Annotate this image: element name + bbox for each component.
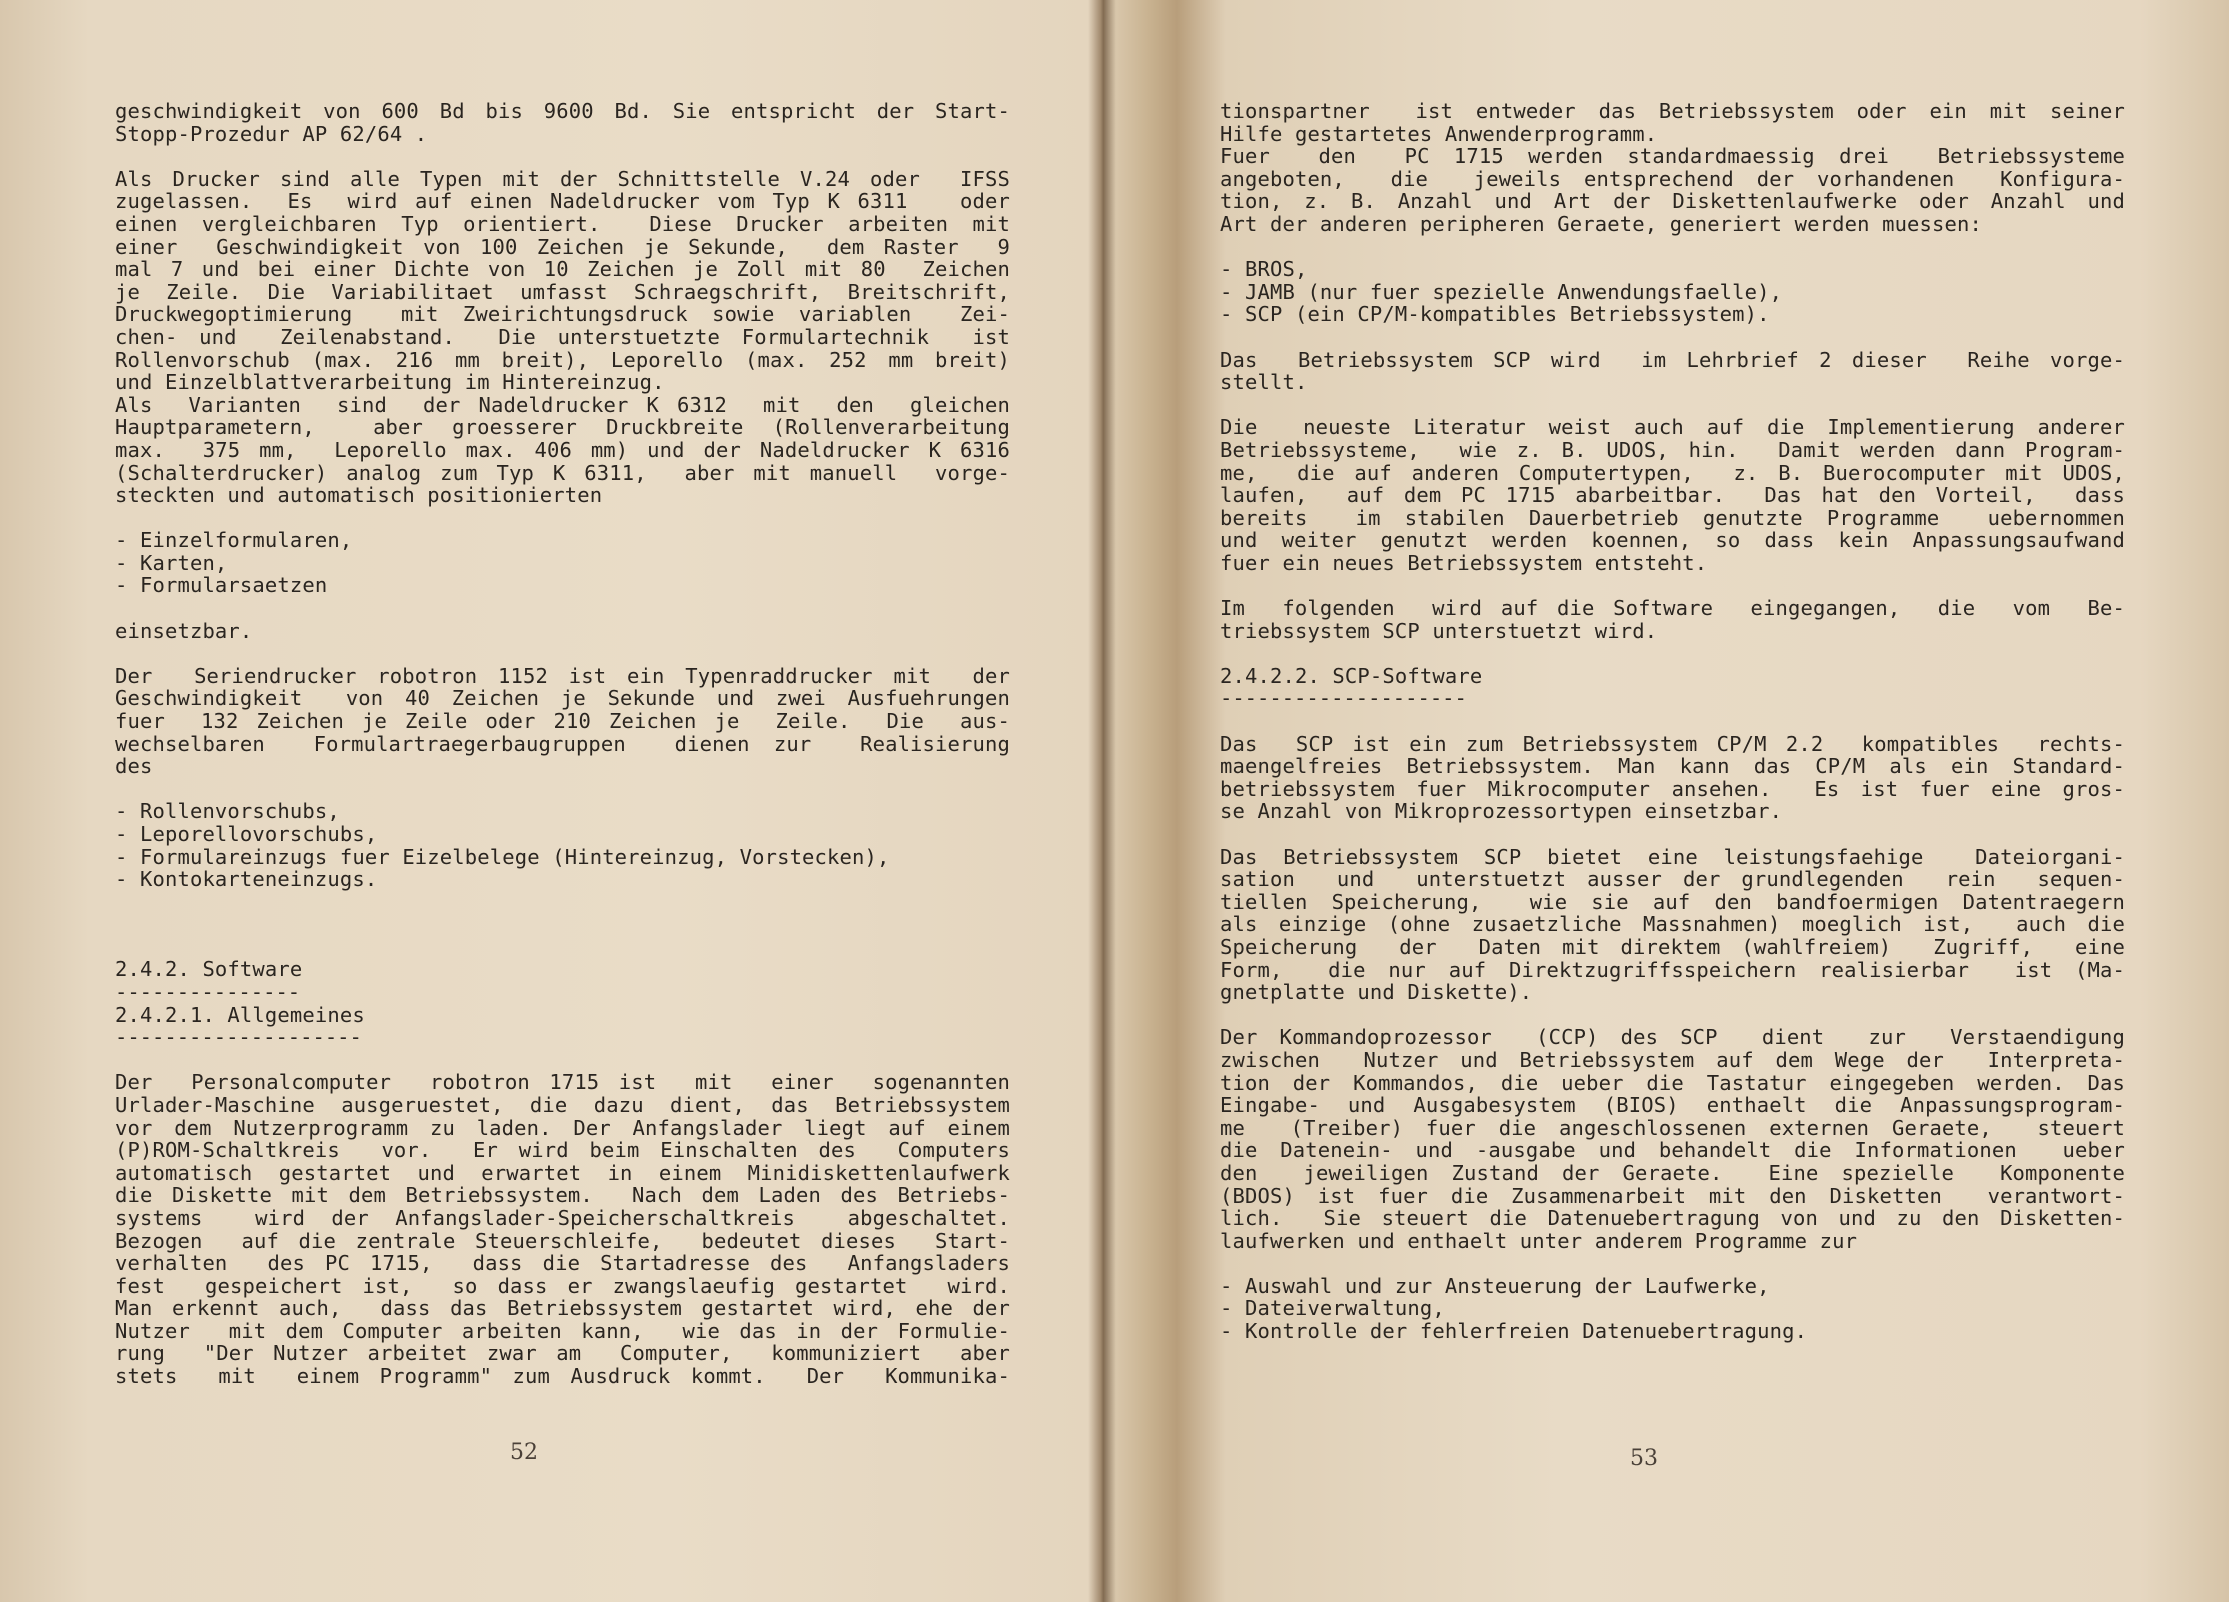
text-line: se Anzahl von Mikroprozessortypen einsetzbar. <box>1220 799 1783 824</box>
text-line: zugelassen. Es wird auf einen Nadeldrucker vom Typ K 6311 oder <box>115 189 1010 214</box>
text-line: (P)ROM-Schaltkreis vor. Er wird beim Einschalten des Computers <box>115 1138 1010 1163</box>
text-line: zwischen Nutzer und Betriebssystem auf dem Wege der Interpreta- <box>1220 1047 2125 1072</box>
blank-line <box>115 1049 1010 1072</box>
text-line: laufen, auf dem PC 1715 abarbeitbar. Das hat den Vorteil, dass <box>1220 483 2125 508</box>
blank-line <box>115 597 1010 620</box>
text-line: Hauptparametern, aber groesserer Druckbreite (Rollenverarbeitung <box>115 415 1010 440</box>
text-line: Das SCP ist ein zum Betriebssystem CP/M 2.2 kompatibles rechts- <box>1220 731 2125 756</box>
text-line: tion, z. B. Anzahl und Art der Diskettenlaufwerke oder Anzahl und <box>1220 189 2125 214</box>
text-line: Geschwindigkeit von 40 Zeichen je Sekunde und zwei Ausfuehrungen <box>115 686 1010 711</box>
text-line: - Formularsaetzen <box>115 573 328 598</box>
text-line: gnetplatte und Diskette). <box>1220 980 1533 1005</box>
heading-underline: --------------- <box>115 979 301 1004</box>
text-line: Das Betriebssystem SCP bietet eine leistungsfaehige Dateiorgani- <box>1220 844 2125 869</box>
text-line: fuer ein neues Betriebssystem entsteht. <box>1220 550 1708 575</box>
heading-underline: -------------------- <box>1220 686 1467 711</box>
text-line: und Einzelblattverarbeitung im Hintereinzug. <box>115 370 665 395</box>
text-line: maengelfreies Betriebssystem. Man kann das CP/M als ein Standard- <box>1220 754 2125 779</box>
text-line: Stopp-Prozedur AP 62/64 . <box>115 121 428 146</box>
section-heading: 2.4.2. Software <box>115 957 303 982</box>
right-page <box>1116 0 2229 1602</box>
blank-line <box>115 145 1010 168</box>
blank-line <box>1220 236 2125 259</box>
blank-line <box>1220 1252 2125 1275</box>
text-line: laufwerken und enthaelt unter anderem Programme zur <box>1220 1228 1858 1253</box>
text-line: wechselbaren Formulartraegerbaugruppen dienen zur Realisierung <box>115 731 1010 756</box>
text-line: Urlader-Maschine ausgeruestet, die dazu dient, das Betriebssystem <box>115 1092 1010 1117</box>
text-line: - Rollenvorschubs, <box>115 799 340 824</box>
text-line: betriebssystem fuer Mikrocomputer ansehen. Es ist fuer eine gros- <box>1220 776 2125 801</box>
text-line: Rollenvorschub (max. 216 mm breit), Leporello (max. 252 mm breit) <box>115 347 1010 372</box>
text-line: steckten und automatisch positionierten <box>115 483 603 508</box>
text-line: - Einzelformularen, <box>115 528 353 553</box>
text-line: Man erkennt auch, dass das Betriebssystem gestartet wird, ehe der <box>115 1296 1010 1321</box>
text-line: einsetzbar. <box>115 618 253 643</box>
text-line: triebssystem SCP unterstuetzt wird. <box>1220 618 1658 643</box>
heading-underline: -------------------- <box>115 1025 362 1050</box>
blank-line <box>115 891 1010 936</box>
text-line: geschwindigkeit von 600 Bd bis 9600 Bd. Sie entspricht der Start- <box>115 99 1010 123</box>
text-line: tionspartner ist entweder das Betriebssystem oder ein mit seiner <box>1220 99 2125 123</box>
text-line: Eingabe- und Ausgabesystem (BIOS) enthaelt die Anpassungsprogram- <box>1220 1093 2125 1118</box>
text-line: des <box>115 754 153 779</box>
text-line: automatisch gestartet und erwartet in einem Minidiskettenlaufwerk <box>115 1160 1010 1185</box>
text-line: mal 7 und bei einer Dichte von 10 Zeichen je Zoll mit 80 Zeichen <box>115 257 1010 282</box>
text-line: bereits im stabilen Dauerbetrieb genutzte Programme uebernommen <box>1220 505 2125 530</box>
text-line: Nutzer mit dem Computer arbeiten kann, wie das in der Formulie- <box>115 1318 1010 1343</box>
blank-line <box>1220 574 2125 597</box>
text-line: Form, die nur auf Direktzugriffsspeichern realisierbar ist (Ma- <box>1220 957 2125 982</box>
text-line: sation und unterstuetzt ausser der grundlegenden rein sequen- <box>1220 867 2125 892</box>
text-line: - Karten, <box>115 550 228 575</box>
left-page-text <box>115 100 1010 1388</box>
text-line: tion der Kommandos, die ueber die Tastatur eingegeben werden. Das <box>1220 1070 2125 1095</box>
text-line: - Kontokarteneinzugs. <box>115 867 378 892</box>
text-line: vor dem Nutzerprogramm zu laden. Der Anfangslader liegt auf einem <box>115 1115 1010 1140</box>
text-line: Das Betriebssystem SCP wird im Lehrbrief 2 dieser Reihe vorge- <box>1220 347 2125 372</box>
text-line: Im folgenden wird auf die Software eingegangen, die vom Be- <box>1220 596 2125 621</box>
text-line: je Zeile. Die Variabilitaet umfasst Schraegschrift, Breitschrift, <box>115 279 1010 304</box>
text-line: max. 375 mm, Leporello max. 406 mm) und der Nadeldrucker K 6316 <box>115 437 1010 462</box>
text-line: Als Varianten sind der Nadeldrucker K 6312 mit den gleichen <box>115 392 1010 417</box>
blank-line <box>115 642 1010 665</box>
text-line: me, die auf anderen Computertypen, z. B. Buerocomputer mit UDOS, <box>1220 460 2125 485</box>
text-line: tiellen Speicherung, wie sie auf den bandfoermigen Datentraegern <box>1220 889 2125 914</box>
text-line: (Schalterdrucker) analog zum Typ K 6311, aber mit manuell vorge- <box>115 460 1010 485</box>
text-line: Die neueste Literatur weist auch auf die Implementierung anderer <box>1220 415 2125 440</box>
text-line: Der Seriendrucker robotron 1152 ist ein Typenraddrucker mit der <box>115 663 1010 688</box>
blank-line <box>1220 823 2125 846</box>
blank-line <box>1220 326 2125 349</box>
text-line: - Leporellovorschubs, <box>115 822 378 846</box>
text-line: Speicherung der Daten mit direktem (wahlfreiem) Zugriff, eine <box>1220 934 2125 959</box>
left-page <box>0 0 1100 1602</box>
text-line: - SCP (ein CP/M-kompatibles Betriebssystem). <box>1220 302 1770 327</box>
text-line: chen- und Zeilenabstand. Die unterstuetzte Formulartechnik ist <box>115 324 1010 349</box>
text-line: fest gespeichert ist, so dass er zwangslaeufig gestartet wird. <box>115 1273 1010 1298</box>
text-line: als einzige (ohne zusaetzliche Massnahmen) moeglich ist, auch die <box>1220 912 2125 937</box>
text-line: Hilfe gestartetes Anwenderprogramm. <box>1220 121 1658 146</box>
section-heading: 2.4.2.2. SCP-Software <box>1220 663 1483 688</box>
text-line: rung "Der Nutzer arbeitet zwar am Computer, kommuniziert aber <box>115 1341 1010 1366</box>
section-heading: 2.4.2.1. Allgemeines <box>115 1002 365 1027</box>
text-line: Der Kommandoprozessor (CCP) des SCP dient zur Verstaendigung <box>1220 1025 2125 1050</box>
blank-line <box>1220 1004 2125 1027</box>
blank-line <box>1220 710 2125 733</box>
text-line: stellt. <box>1220 370 1308 395</box>
text-line: Als Drucker sind alle Typen mit der Schnittstelle V.24 oder IFSS <box>115 166 1010 191</box>
text-line: systems wird der Anfangslader-Speicherschaltkreis abgeschaltet. <box>115 1205 1010 1230</box>
text-line: - Dateiverwaltung, <box>1220 1296 1445 1321</box>
text-line: Betriebssysteme, wie z. B. UDOS, hin. Damit werden dann Program- <box>1220 437 2125 462</box>
text-line: - BROS, <box>1220 257 1308 282</box>
text-line: einer Geschwindigkeit von 100 Zeichen je Sekunde, dem Raster 9 <box>115 234 1010 259</box>
text-line: angeboten, die jeweils entsprechend der vorhandenen Konfigura- <box>1220 166 2125 191</box>
text-line: - Formulareinzugs fuer Eizelbelege (Hintereinzug, Vorstecken), <box>115 844 890 869</box>
blank-line <box>1220 642 2125 665</box>
text-line: - Kontrolle der fehlerfreien Datenuebertragung. <box>1220 1319 1808 1344</box>
text-line: Fuer den PC 1715 werden standardmaessig drei Betriebssysteme <box>1220 144 2125 169</box>
text-line: die Diskette mit dem Betriebssystem. Nach dem Laden des Betriebs- <box>115 1183 1010 1208</box>
text-line: und weiter genutzt werden koennen, so dass kein Anpassungsaufwand <box>1220 528 2125 553</box>
blank-line <box>115 778 1010 801</box>
text-line: fuer 132 Zeichen je Zeile oder 210 Zeichen je Zeile. Die aus- <box>115 709 1010 734</box>
blank-line <box>115 936 1010 959</box>
text-line: Art der anderen peripheren Geraete, generiert werden muessen: <box>1220 211 1983 236</box>
text-line: lich. Sie steuert die Datenuebertragung von und zu den Disketten- <box>1220 1206 2125 1231</box>
text-line: Bezogen auf die zentrale Steuerschleife, bedeutet dieses Start- <box>115 1228 1010 1253</box>
text-line: Der Personalcomputer robotron 1715 ist mit einer sogenannten <box>115 1070 1010 1095</box>
text-line: die Datenein- und -ausgabe und behandelt die Informationen ueber <box>1220 1138 2125 1163</box>
text-line: (BDOS) ist fuer die Zusammenarbeit mit den Disketten verantwort- <box>1220 1183 2125 1208</box>
blank-line <box>115 507 1010 530</box>
book-gutter <box>1088 0 1116 1602</box>
text-line: einen vergleichbaren Typ orientiert. Diese Drucker arbeiten mit <box>115 211 1010 236</box>
text-line: stets mit einem Programm" zum Ausdruck kommt. Der Kommunika- <box>115 1364 1010 1389</box>
left-page-number: 52 <box>510 1440 538 1465</box>
text-line: verhalten des PC 1715, dass die Startadresse des Anfangsladers <box>115 1251 1010 1276</box>
right-page-text <box>1220 100 2125 1343</box>
blank-line <box>1220 394 2125 417</box>
text-line: - Auswahl und zur Ansteuerung der Laufwerke, <box>1220 1273 1770 1298</box>
right-page-number: 53 <box>1630 1446 1658 1471</box>
text-line: me (Treiber) fuer die angeschlossenen externen Geraete, steuert <box>1220 1115 2125 1140</box>
text-line: - JAMB (nur fuer spezielle Anwendungsfaelle), <box>1220 279 1783 304</box>
text-line: den jeweiligen Zustand der Geraete. Eine spezielle Komponente <box>1220 1160 2125 1185</box>
text-line: Druckwegoptimierung mit Zweirichtungsdruck sowie variablen Zei- <box>115 302 1010 327</box>
